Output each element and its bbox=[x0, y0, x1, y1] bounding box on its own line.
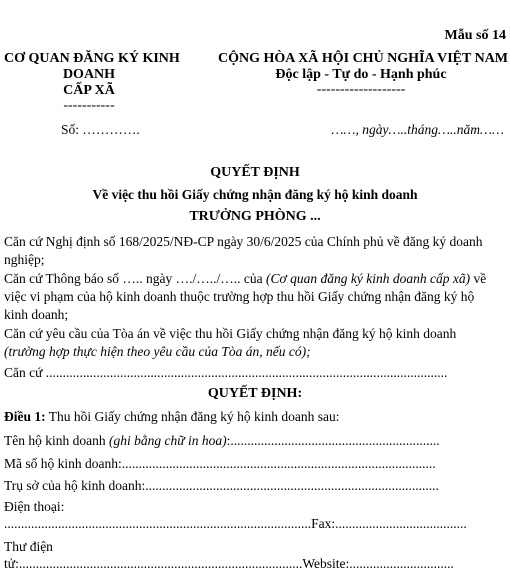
agency-block bbox=[4, 51, 180, 113]
article-1 bbox=[4, 408, 340, 426]
decision-heading: QUYẾT ĐỊNH: bbox=[207, 386, 303, 401]
basis-court-line1: Căn cứ yêu cầu của Tòa án về việc thu hồi Giấy chứng nhận đăng ký hộ kinh doanh bbox=[4, 326, 457, 341]
basis-notice-line3: kinh doanh; bbox=[4, 307, 69, 322]
field-business-name-hint: (ghi bằng chữ in hoa) bbox=[108, 433, 227, 448]
basis-notice-agency: (Cơ quan đăng ký kinh doanh cấp xã) bbox=[266, 271, 471, 286]
field-address: Trụ sở của hộ kinh doanh:....................................................................................... bbox=[4, 478, 439, 493]
field-email-label: Thư điện bbox=[4, 539, 53, 554]
basis-notice-suffix: về bbox=[470, 271, 487, 286]
field-business-name-label: Tên hộ kinh doanh bbox=[4, 433, 109, 448]
decision-title: QUYẾT ĐỊNH bbox=[210, 165, 300, 180]
basis-notice-line2: việc vi phạm của hộ kinh doanh thuộc trường hợp thu hồi Giấy chứng nhận đăng ký hộ bbox=[4, 289, 475, 304]
agency-rule: ----------- bbox=[63, 98, 115, 113]
field-business-name-blank: :.............................................................. bbox=[226, 433, 440, 448]
field-business-code: Mã số hộ kinh doanh:............................................................................................. bbox=[4, 456, 436, 471]
nation-rule: ------------------- bbox=[316, 82, 406, 97]
decision-subtitle: Về việc thu hồi Giấy chứng nhận đăng ký hộ kinh doanh bbox=[92, 187, 418, 202]
nation-motto: Độc lập - Tự do - Hạnh phúc bbox=[275, 67, 447, 82]
signer-title: TRƯỞNG PHÒNG ... bbox=[189, 209, 321, 224]
basis-notice-line1 bbox=[4, 270, 486, 288]
nation-title: CỘNG HÒA XÃ HỘI CHỦ NGHĨA VIỆT NAM bbox=[218, 51, 509, 66]
agency-name-line3: CẤP XÃ bbox=[63, 83, 115, 98]
document-number: Số: …………. bbox=[61, 122, 140, 137]
basis-other: Căn cứ ....................................................................................................................... bbox=[4, 365, 448, 380]
field-email-website: tử:....................................................................................Website:............................... bbox=[4, 556, 454, 571]
article-1-label: Điều 1: bbox=[4, 409, 46, 424]
field-phone-label: Điện thoại: bbox=[4, 499, 65, 514]
article-1-text: Thu hồi Giấy chứng nhận đăng ký hộ kinh doanh sau: bbox=[45, 409, 340, 424]
form-number: Mẫu số 14 bbox=[444, 28, 506, 43]
basis-decree-line2: nghiệp; bbox=[4, 252, 45, 267]
document-date: ……, ngày…..tháng…..năm…… bbox=[331, 122, 504, 137]
agency-name-line1: CƠ QUAN ĐĂNG KÝ KINH bbox=[4, 51, 180, 66]
basis-court-line2: (trường hợp thực hiện theo yêu cầu của Tòa án, nếu có); bbox=[4, 344, 311, 359]
basis-decree-line1: Căn cứ Nghị định số 168/2025/NĐ-CP ngày 30/6/2025 của Chính phủ về đăng ký doanh bbox=[4, 234, 483, 249]
nation-block bbox=[218, 51, 509, 97]
basis-notice-text: Căn cứ Thông báo số ….. ngày …./…../….. của bbox=[4, 271, 267, 286]
field-business-name bbox=[4, 432, 440, 450]
field-phone-fax: ...........................................................................................Fax:....................................... bbox=[4, 516, 467, 531]
agency-name-line2: DOANH bbox=[62, 67, 116, 82]
